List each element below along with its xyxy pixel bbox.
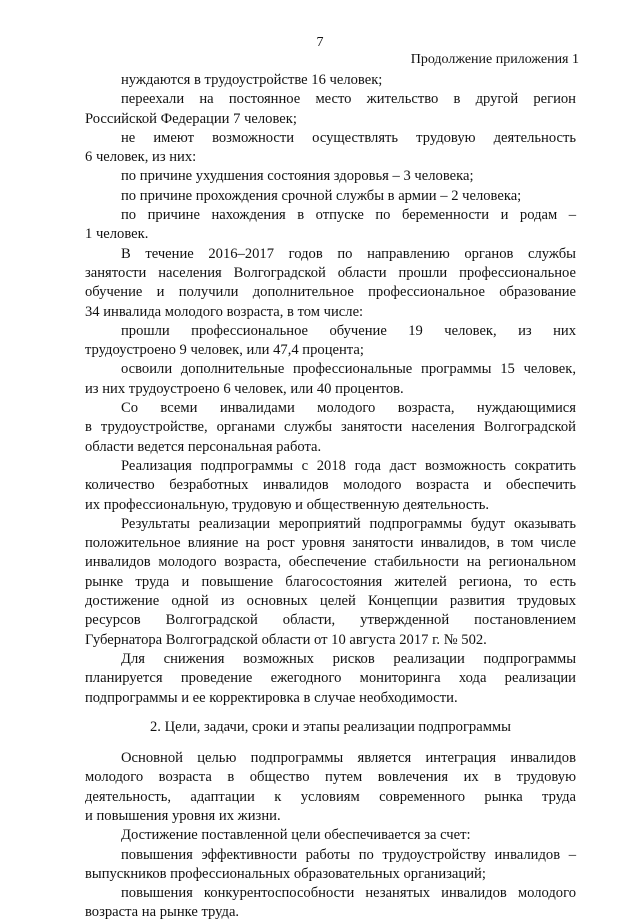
paragraph bbox=[85, 322, 576, 361]
paragraph bbox=[85, 650, 576, 708]
paragraph bbox=[85, 245, 576, 322]
text-line: ресурсов Волгоградской области, утвержденной постановлением bbox=[85, 612, 576, 629]
text-line: инвалидов молодого возраста, обеспечение стабильности на региональном bbox=[85, 554, 576, 571]
paragraph bbox=[85, 515, 576, 650]
text-line: по причине нахождения в отпуске по беременности и родам – bbox=[121, 207, 576, 224]
text-line: переехали на постоянное место жительство в другой регион bbox=[121, 91, 576, 108]
text-line: прошли профессиональное обучение 19 человек, из них bbox=[121, 322, 576, 339]
page-number: 7 bbox=[316, 35, 324, 50]
text-line: повышения конкурентоспособности незанятых инвалидов молодого bbox=[121, 885, 576, 902]
paragraph bbox=[85, 749, 576, 826]
text-line: подпрограммы и ее корректировка в случае необходимости. bbox=[85, 689, 458, 706]
paragraph bbox=[85, 71, 576, 90]
paragraph bbox=[85, 399, 576, 457]
text-line: обучение и получили дополнительное профессиональное образование bbox=[85, 284, 576, 301]
paragraph bbox=[85, 360, 576, 399]
text-line: Для снижения возможных рисков реализации подпрограммы bbox=[121, 650, 576, 667]
text-line: не имеют возможности осуществлять трудовую деятельность bbox=[121, 129, 576, 146]
text-line: достижение одной из основных целей Концепции развития трудовых bbox=[85, 593, 576, 610]
text-line: возраста на рынке труда. bbox=[85, 904, 240, 921]
text-line: Результаты реализации мероприятий подпрограммы будут оказывать bbox=[121, 515, 576, 532]
text-line: области ведется персональная работа. bbox=[85, 438, 322, 455]
text-line: рынке труда и повышение благосостояния жителей региона, то есть bbox=[85, 573, 576, 590]
text-line: 1 человек. bbox=[85, 226, 149, 243]
text-line: занятости населения Волгоградской области прошли профессиональное bbox=[85, 264, 576, 281]
paragraph bbox=[85, 129, 576, 168]
text-line: Основной целью подпрограммы является интеграция инвалидов bbox=[121, 750, 576, 767]
paragraph bbox=[85, 167, 576, 186]
text-line: Достижение поставленной цели обеспечивается за счет: bbox=[121, 827, 471, 844]
text-line: выпускников профессиональных образовательных организаций; bbox=[85, 865, 486, 882]
paragraph bbox=[85, 826, 576, 845]
text-line: молодого возраста в общество путем вовлечения их в трудовую bbox=[85, 769, 576, 786]
continuation-note: Продолжение приложения 1 bbox=[410, 52, 579, 67]
text-line: Губернатора Волгоградской области от 10 августа 2017 г. № 502. bbox=[85, 631, 487, 648]
text-line: трудоустроено 9 человек, или 47,4 процента; bbox=[85, 342, 364, 359]
paragraph bbox=[85, 187, 576, 206]
text-line: положительное влияние на рост уровня занятости инвалидов, в том числе bbox=[85, 535, 576, 552]
text-line: и повышения уровня их жизни. bbox=[85, 807, 281, 824]
paragraph bbox=[85, 90, 576, 129]
text-line: нуждаются в трудоустройстве 16 человек; bbox=[121, 72, 383, 88]
paragraph bbox=[85, 846, 576, 885]
text-line: повышения эффективности работы по трудоустройству инвалидов – bbox=[121, 846, 576, 863]
text-line: Российской Федерации 7 человек; bbox=[85, 110, 297, 127]
document-body bbox=[85, 71, 576, 923]
section-heading: 2. Цели, задачи, сроки и этапы реализации подпрограммы bbox=[150, 718, 511, 735]
text-block-2 bbox=[85, 749, 576, 923]
text-line: В течение 2016–2017 годов по направлению органов службы bbox=[121, 245, 576, 262]
paragraph bbox=[85, 206, 576, 245]
paragraph bbox=[85, 457, 576, 515]
text-line: 6 человек, из них: bbox=[85, 149, 197, 166]
text-line: Со всеми инвалидами молодого возраста, нуждающимися bbox=[121, 400, 576, 417]
text-line: по причине прохождения срочной службы в армии – 2 человека; bbox=[121, 187, 522, 204]
text-line: количество безработных инвалидов молодого возраста и обеспечить bbox=[85, 477, 576, 494]
text-line: Реализация подпрограммы с 2018 года даст возможность сократить bbox=[121, 457, 576, 474]
text-line: по причине ухудшения состояния здоровья – 3 человека; bbox=[121, 168, 474, 185]
text-line: планируется проведение ежегодного мониторинга хода реализации bbox=[85, 670, 576, 687]
text-line: их профессиональную, трудовую и общественную деятельность. bbox=[85, 496, 490, 513]
text-line: освоили дополнительные профессиональные программы 15 человек, bbox=[121, 361, 576, 378]
paragraph bbox=[85, 884, 576, 923]
text-block-1 bbox=[85, 71, 576, 708]
text-line: деятельность, адаптации к условиям современного рынка труда bbox=[85, 788, 576, 805]
text-line: 34 инвалида молодого возраста, в том числе: bbox=[85, 303, 364, 320]
text-line: из них трудоустроено 6 человек, или 40 процентов. bbox=[85, 380, 404, 397]
text-line: в трудоустройстве, органами службы занятости населения Волгоградской bbox=[85, 419, 576, 436]
